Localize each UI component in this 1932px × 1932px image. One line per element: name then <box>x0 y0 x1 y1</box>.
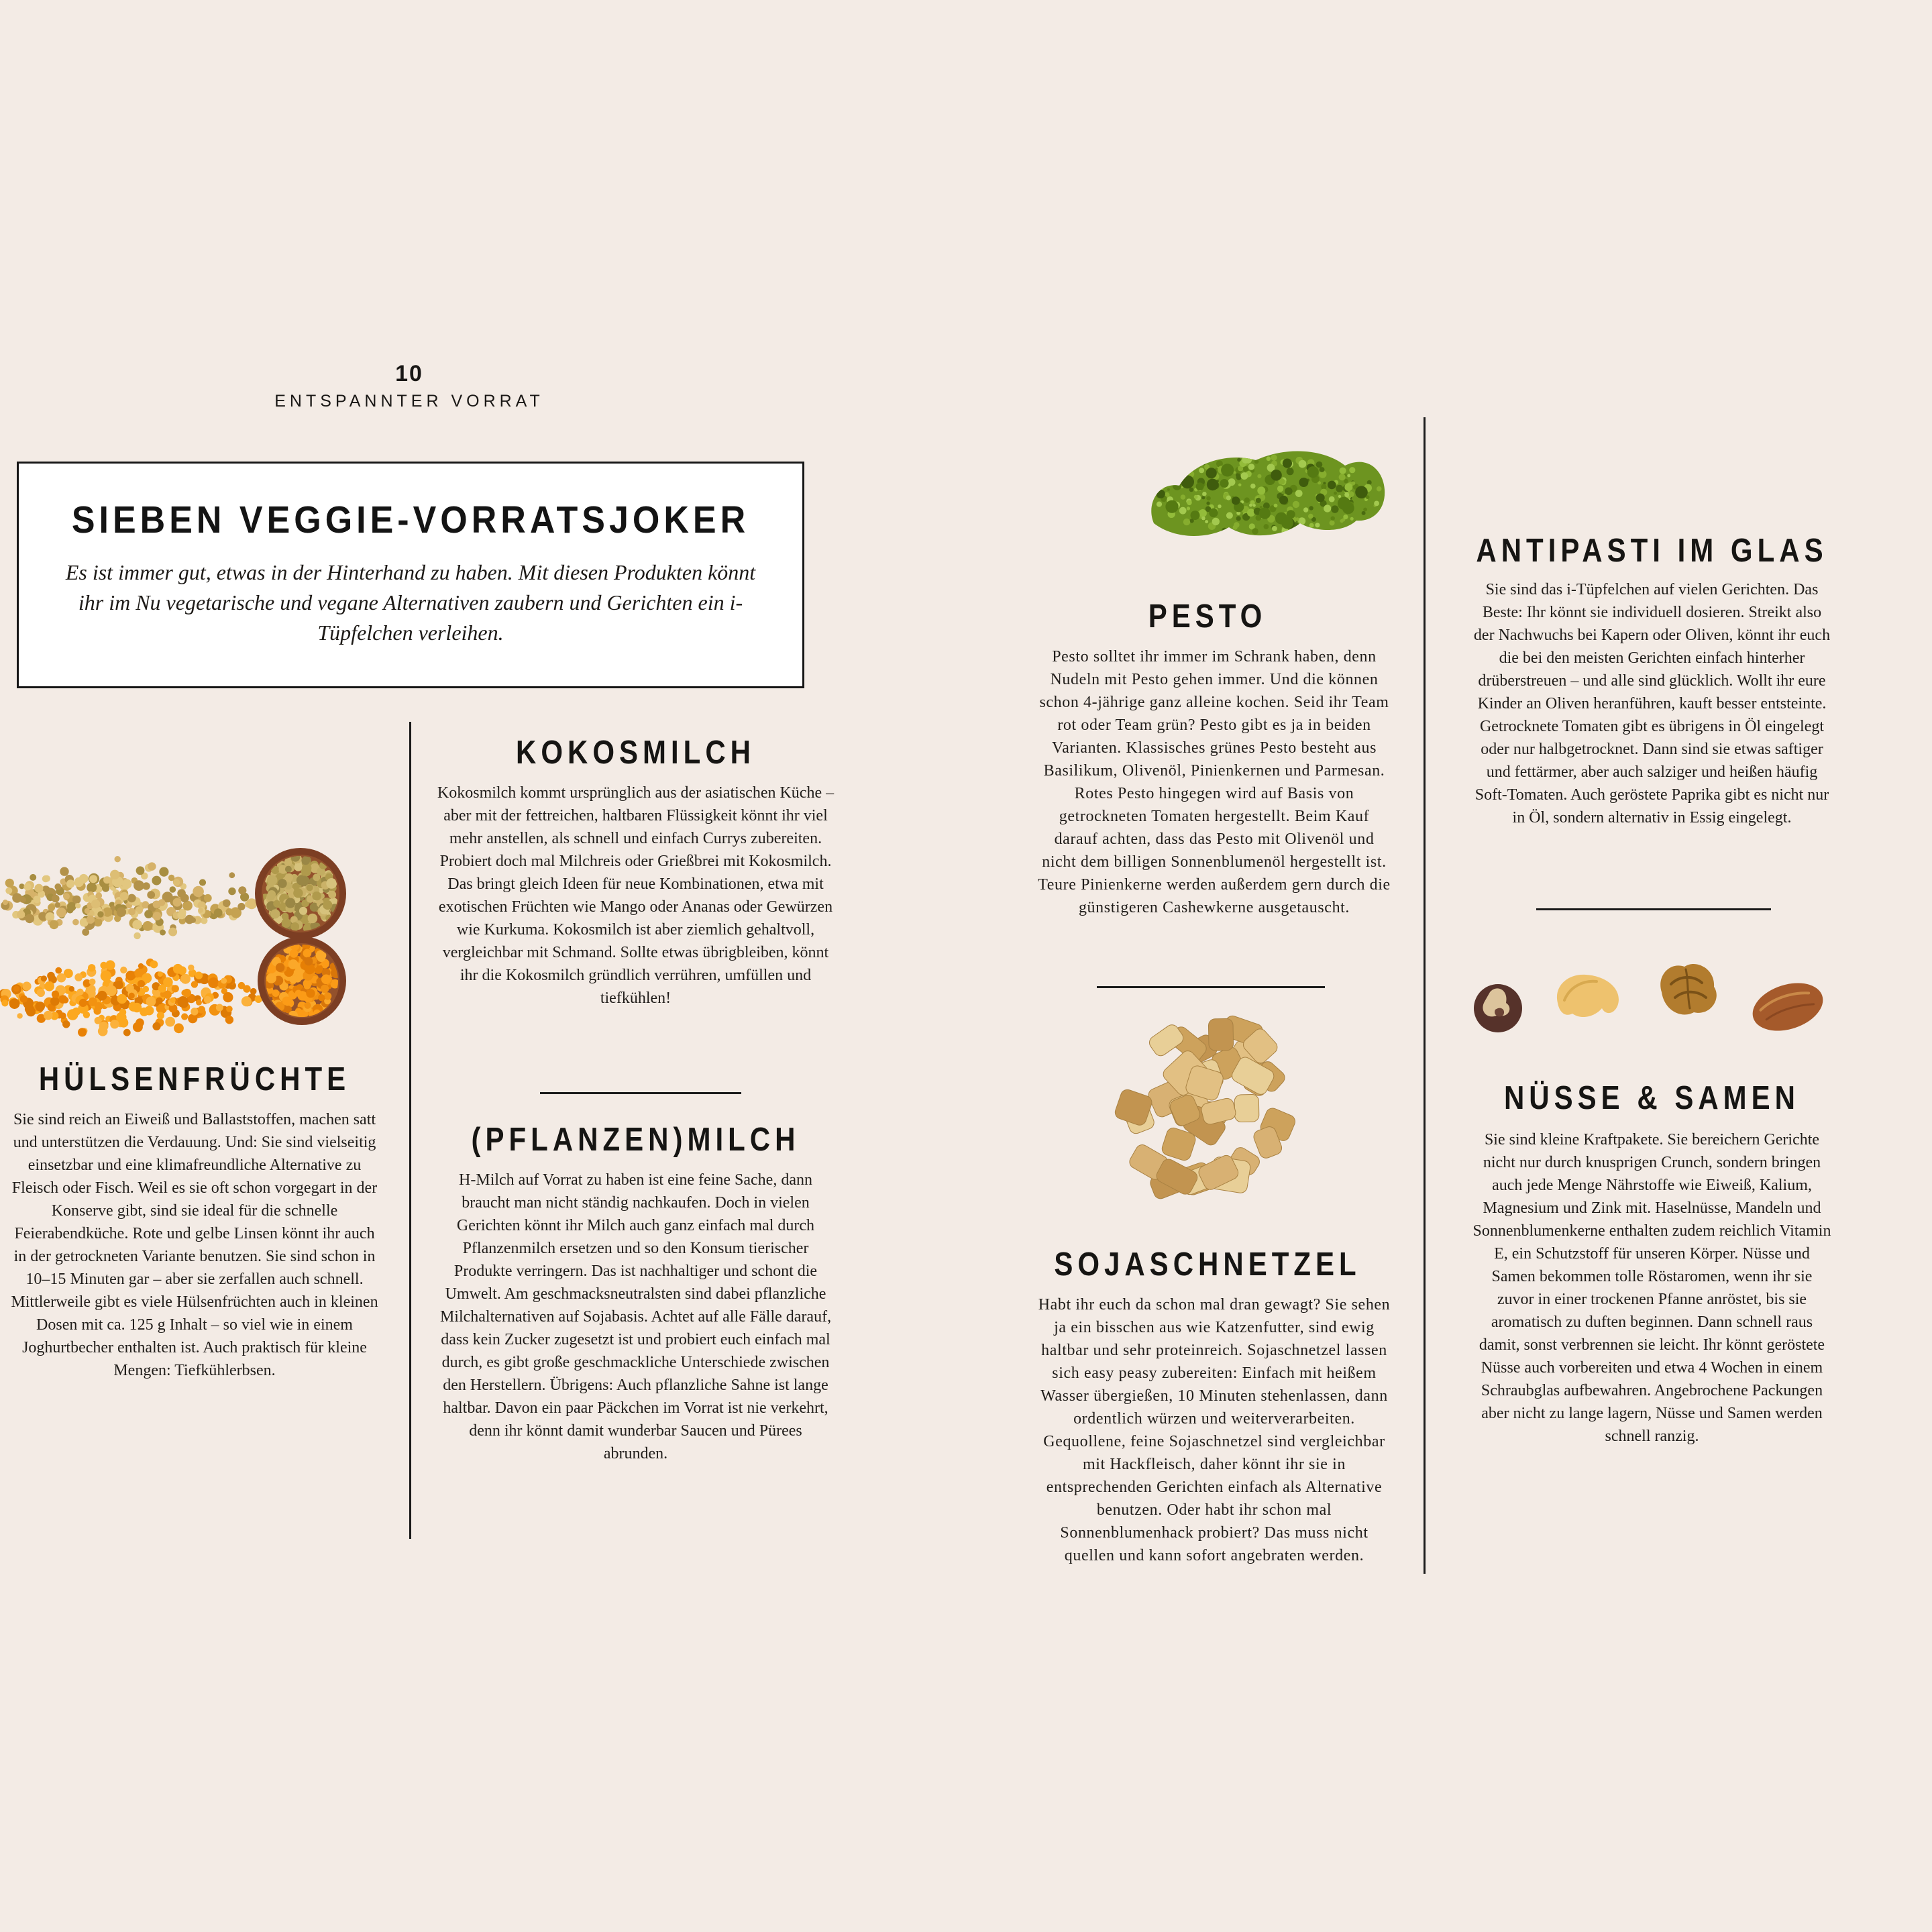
page-number: 10 <box>395 361 423 386</box>
cashew-image <box>1557 975 1619 1017</box>
lentil-bowl-top <box>255 848 346 939</box>
walnut-image <box>1660 964 1717 1015</box>
section-title-pflanzenmilch: (PFLANZEN)MILCH <box>471 1120 800 1158</box>
chapter-kicker: ENTSPANNTER VORRAT <box>274 392 544 411</box>
section-body-kokosmilch: Kokosmilch kommt ursprünglich aus der asiatischen Küche – aber mit der fettreichen, haltbaren Flüssigkeit könnt ihr viel mehr anstellen, als schnell und einfach Currys zubereiten. Probiert doch mal Milchreis oder Grießbrei mit Kokosmilch. Das bringt gleich Ideen für neue Kombinationen, etwa mit exotischen Früchten wie Mango oder Ananas oder Gewürzen wie Kurkuma. Kokosmilch ist aber ziemlich gehaltvoll, vergleichbar mit Schmand. Sollte etwas übrigbleiben, könnt ihr die Kokosmilch gründlich verrühren, umfüllen und tiefkühlen! <box>437 784 835 1007</box>
almond-image <box>1746 975 1829 1039</box>
pesto-photo <box>1140 443 1392 570</box>
section-divider-kokosmilch <box>540 1092 741 1094</box>
lentil-bowl-bottom <box>258 936 346 1025</box>
section-title-sojaschnetzel: SOJASCHNETZEL <box>1054 1245 1361 1283</box>
section-body-sojaschnetzel: Habt ihr euch da schon mal dran gewagt? Sie sehen ja ein bisschen aus wie Katzenfutter, sind ewig haltbar und sehr proteinreich. Sojaschnetzel lassen sich easy peasy zubereiten: Einfach mit heißem Wasser übergießen, 10 Minuten stehenlassen, dann ordentlich würzen und weiterverarbeiten. Gequollene, feine Sojaschnetzel sind vergleichbar mit Hackfleisch, daher könnt ihr sie in entsprechenden Gerichten einfach als Alternative benutzen. Oder habt ihr schon mal Sonnenblumenhack probiert? Das muss nicht quellen und kann sofort angebraten werden. <box>1038 1296 1391 1564</box>
orange-lentil-scatter <box>0 959 262 1037</box>
hazelnut-image <box>1474 984 1522 1032</box>
legumes-photo <box>0 844 389 1059</box>
page-title: SIEBEN VEGGIE-VORRATSJOKER <box>71 499 750 541</box>
section-body-huelsenfruechte: Sie sind reich an Eiweiß und Ballaststoffen, machen satt und unterstützen die Verdauung. Und: Sie sind vielseitig einsetzbar und eine klimafreundliche Alternative zu Fleisch oder Fisch. Weil es sie oft schon vorgegart in der Konserve gibt, sind sie ideal für die schnelle Feierabendküche. Rote und gelbe Linsen könnt ihr auch in der getrockneten Variante benutzen. Sie sind schon in 10–15 Minuten gar – aber sie zerfallen auch schnell. Mittlerweile gibt es viele Hülsenfrüchten auch in kleinen Dosen mit ca. 125 g Inhalt – so viel wie in einem Joghurtbecher enthalten ist. Auch praktisch für kleine Mengen: Tiefkühlerbsen. <box>11 1111 378 1379</box>
section-divider-antipasti <box>1536 908 1771 910</box>
section-title-huelsenfruechte: HÜLSENFRÜCHTE <box>38 1060 351 1097</box>
section-title-nuesse: NÜSSE & SAMEN <box>1503 1079 1801 1116</box>
section-title-pesto: PESTO <box>1148 597 1267 635</box>
soy-chunk-cluster <box>1114 1014 1297 1201</box>
section-body-pesto: Pesto solltet ihr immer im Schrank haben, denn Nudeln mit Pesto gehen immer. Und die können schon 4-jährige ganz alleine kochen. Seid ihr Team rot oder Team grün? Pesto gibt es ja in beiden Varianten. Klassisches grünes Pesto besteht aus Basilikum, Olivenöl, Pinienkernen und Parmesan. Rotes Pesto hingegen wird auf Basis von getrockneten Tomaten hergestellt. Beim Kauf darauf achten, dass das Pesto mit Olivenöl und nicht dem billigen Sonnenblumenöl hergestellt ist. Teure Pinienkerne werden außerdem gern durch die günstigeren Cashewkerne ausgetauscht. <box>1038 648 1391 916</box>
yellow-lentil-scatter <box>1 856 257 939</box>
soy-chunks-photo <box>1104 1010 1318 1231</box>
section-title-antipasti: ANTIPASTI IM GLAS <box>1476 531 1828 569</box>
column-divider-right <box>1424 417 1426 1574</box>
section-divider-pesto <box>1097 986 1325 988</box>
section-body-antipasti: Sie sind das i-Tüpfelchen auf vielen Gerichten. Das Beste: Ihr könnt sie individuell dosieren. Streikt also der Nachwuchs bei Kapern oder Oliven, könnt ihr euch die bei den meisten Gerichten einfach hinterher drüberstreuen – und alle sind glücklich. Wollt ihr eure Kinder an Oliven heranführen, kauft besser entsteinte. Getrocknete Tomaten gibt es übrigens in Öl eingelegt oder nur halbgetrocknet. Dann sind sie etwas saftiger und fettärmer, aber auch salziger und heißen häufig Soft-Tomaten. Auch geröstete Paprika gibt es nicht nur in Öl, sondern alternativ in Essig eingelegt. <box>1473 581 1831 826</box>
intro-subtitle: Es ist immer gut, etwas in der Hinterhand zu haben. Mit diesen Produkten könnt ihr im Nu vegetarische und vegane Alternativen zaubern und Gerichten ein i-Tüpfelchen verleihen. <box>65 560 756 645</box>
section-body-nuesse: Sie sind kleine Kraftpakete. Sie bereichern Gerichte nicht nur durch knusprigen Crunch, sondern bringen auch jede Menge Nährstoffe wie Eiweiß, Kalium, Magnesium und Zink mit. Haselnüsse, Mandeln und Sonnenblumenkerne enthalten zudem reichlich Vitamin E, ein Schutzstoff für unseren Körper. Nüsse und Samen bekommen tolle Röstaromen, wenn ihr sie zuvor in einer trockenen Pfanne anröstet, bis sie aromatisch zu duften beginnen. Dann schnell raus damit, sonst verbrennen sie leicht. Ihr könnt geröstete Nüsse auch vorbereiten und etwa 4 Wochen in einem Schraubglas aufbewahren. Angebrochene Packungen aber nicht zu lange lagern, Nüsse und Samen werden schnell ranzig. <box>1472 1131 1831 1445</box>
section-body-pflanzenmilch: H-Milch auf Vorrat zu haben ist eine feine Sache, dann braucht man nicht ständig nachkaufen. Doch in vielen Gerichten könnt ihr Milch auch ganz einfach mal durch Pflanzenmilch ersetzen und so den Konsum tierischer Produkte verringern. Das ist nachhaltiger und schont die Umwelt. Am geschmacksneutralsten sind dabei pflanzliche Milchalternativen auf Sojabasis. Achtet auf alle Fälle darauf, dass kein Zucker zugesetzt ist und probiert euch einfach mal durch, es gibt große geschmackliche Unterschiede zwischen den Herstellern. Übrigens: Auch pflanzliche Sahne ist lange haltbar. Davon ein paar Päckchen im Vorrat ist nie verkehrt, denn ihr könnt damit wunderbar Saucen und Pürees abrunden. <box>439 1171 832 1462</box>
section-title-kokosmilch: KOKOSMILCH <box>516 733 755 771</box>
intro-box <box>17 462 804 688</box>
column-divider-left <box>409 722 411 1539</box>
nuts-photo <box>1466 949 1835 1050</box>
